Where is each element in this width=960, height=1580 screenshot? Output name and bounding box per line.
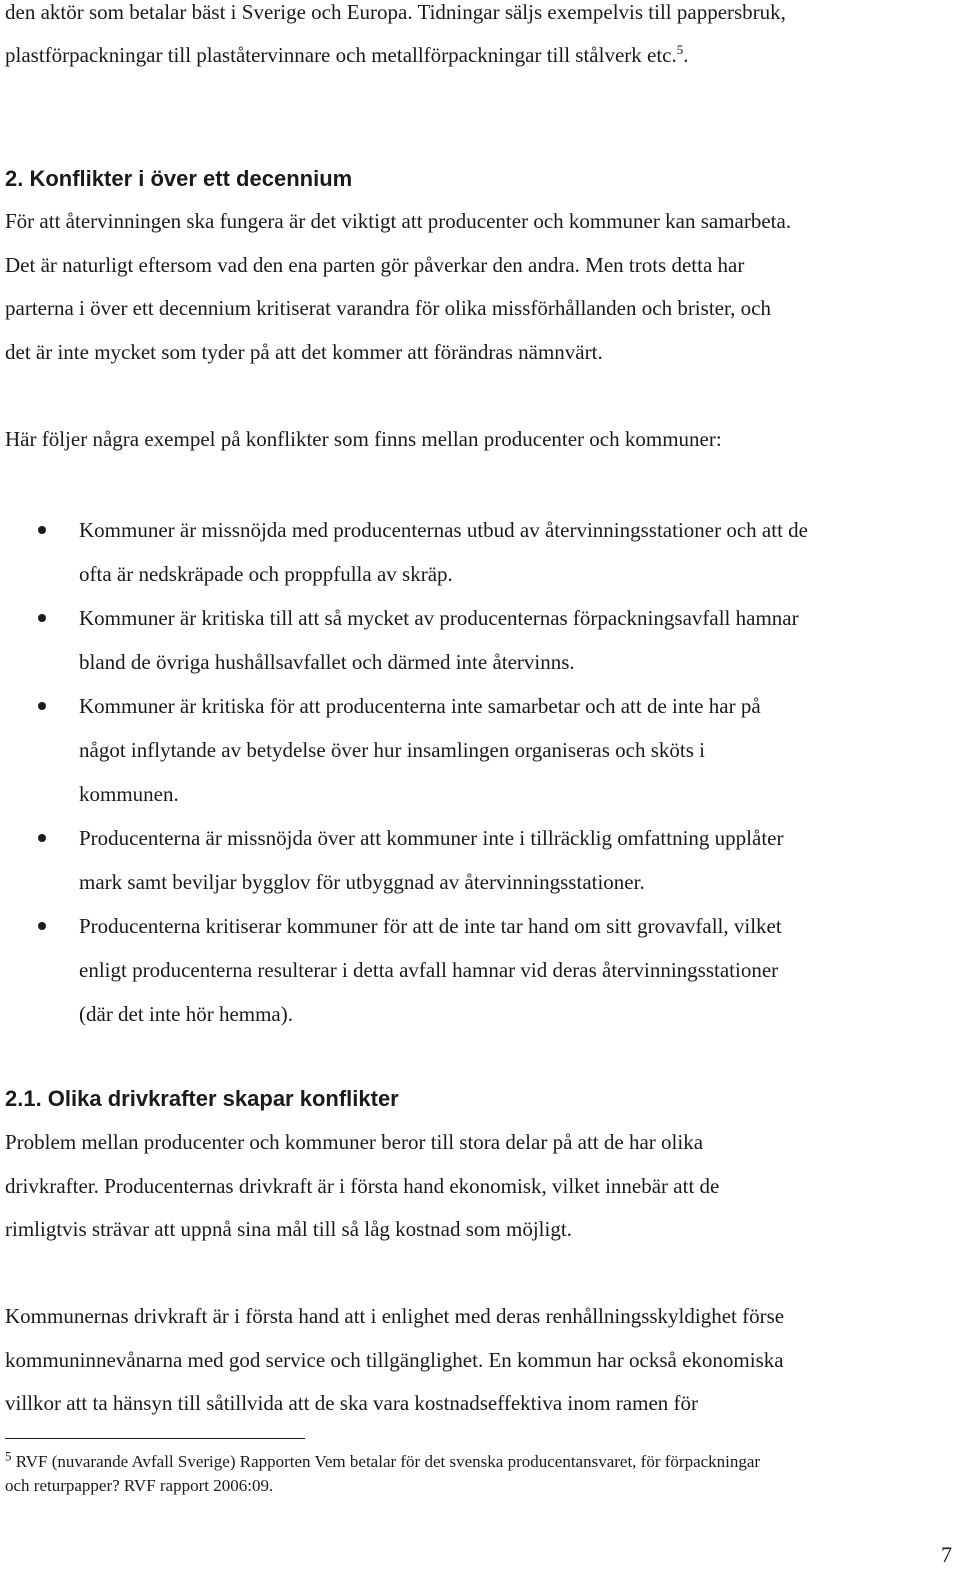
list-item bbox=[0, 508, 960, 596]
footnote-line-1 bbox=[5, 1450, 950, 1474]
list-item-line: (där det inte hör hemma). bbox=[79, 1002, 293, 1026]
list-item bbox=[0, 904, 960, 1036]
intro-line-2-text: plastförpackningar till plaståtervinnare och metallförpackningar till stålverk etc. bbox=[5, 43, 677, 67]
intro-line-1: den aktör som betalar bäst i Sverige och Europa. Tidningar säljs exempelvis till pappersbruk, bbox=[5, 0, 786, 24]
paragraph-line: Kommunernas drivkraft är i första hand att i enlighet med deras renhållningsskyldighet förse bbox=[5, 1304, 785, 1328]
footnote bbox=[5, 1450, 950, 1498]
paragraph-line: det är inte mycket som tyder på att det kommer att förändras nämnvärt. bbox=[5, 339, 603, 364]
list-item-line: Kommuner är kritiska till att så mycket av producenternas förpackningsavfall hamnar bbox=[79, 606, 799, 630]
list-item-line: Producenterna kritiserar kommuner för att de inte tar hand om sitt grovavfall, vilket bbox=[79, 914, 782, 938]
section-heading-2-1: 2.1. Olika drivkrafter skapar konflikter bbox=[5, 1086, 399, 1111]
list-item-line: Producenterna är missnöjda över att kommuner inte i tillräcklig omfattning upplåter bbox=[79, 826, 784, 850]
footnote-text: RVF (nuvarande Avfall Sverige) Rapporten Vem betalar för det svenska producentansvaret, för förpackningar bbox=[11, 1452, 761, 1471]
paragraph-line: Problem mellan producenter och kommuner beror till stora delar på att de har olika bbox=[5, 1130, 704, 1154]
section-2-paragraph-1 bbox=[5, 200, 950, 374]
paragraph-line: rimligtvis strävar att uppnå sina mål till så låg kostnad som möjligt. bbox=[5, 1217, 572, 1241]
list-item bbox=[0, 816, 960, 904]
paragraph-line: drivkrafter. Producenternas drivkraft är i första hand ekonomisk, vilket innebär att de bbox=[5, 1173, 720, 1198]
paragraph-line: Det är naturligt eftersom vad den ena parten gör påverkar den andra. Men trots detta har bbox=[5, 252, 745, 277]
list-item-line: Kommuner är missnöjda med producenternas utbud av återvinningsstationer och att de bbox=[79, 518, 808, 542]
paragraph-line: kommuninnevånarna med god service och tillgänglighet. En kommun har också ekonomiska bbox=[5, 1347, 784, 1372]
bullet-icon bbox=[38, 702, 46, 710]
intro-line-2-end: . bbox=[683, 43, 689, 67]
paragraph-line: parterna i över ett decennium kritiserat varandra för olika missförhållanden och brister, och bbox=[5, 296, 771, 320]
bullet-icon bbox=[38, 526, 46, 534]
intro-line-2 bbox=[5, 43, 689, 68]
footnote-line-2: och returpapper? RVF rapport 2006:09. bbox=[5, 1476, 274, 1495]
conflict-list bbox=[0, 508, 960, 1036]
list-item-line: kommunen. bbox=[79, 782, 179, 806]
bullet-icon bbox=[38, 922, 46, 930]
list-item-line: något inflytande av betydelse över hur insamlingen organiseras och sköts i bbox=[79, 738, 705, 762]
list-item-line: ofta är nedskräpade och proppfulla av skräp. bbox=[79, 562, 453, 586]
list-item-line: Kommuner är kritiska för att producenterna inte samarbetar och att de inte har på bbox=[79, 694, 761, 718]
list-item-line: bland de övriga hushållsavfallet och därmed inte återvinns. bbox=[79, 650, 575, 674]
footnote-reference[interactable]: 5 bbox=[676, 42, 684, 57]
paragraph-line: Här följer några exempel på konflikter som finns mellan producenter och kommuner: bbox=[5, 427, 722, 451]
paragraph-line: För att återvinningen ska fungera är det viktigt att producenter och kommuner kan samarbeta. bbox=[5, 209, 792, 233]
bullet-icon bbox=[38, 614, 46, 622]
list-item-line: enligt producenterna resulterar i detta avfall hamnar vid deras återvinningsstationer bbox=[79, 958, 779, 982]
section-heading-2: 2. Konflikter i över ett decennium bbox=[5, 166, 353, 191]
section-2-1-paragraph-2 bbox=[5, 1295, 950, 1426]
section-2-paragraph-2 bbox=[5, 418, 950, 462]
page-number: 7 bbox=[941, 1542, 952, 1567]
footnote-separator bbox=[5, 1438, 305, 1439]
list-item bbox=[0, 596, 960, 684]
section-2-1-paragraph-1 bbox=[5, 1121, 950, 1252]
footnote-number: 5 bbox=[5, 1448, 12, 1464]
bullet-icon bbox=[38, 834, 46, 842]
list-item bbox=[0, 684, 960, 816]
list-item-line: mark samt beviljar bygglov för utbyggnad av återvinningsstationer. bbox=[79, 870, 645, 894]
paragraph-line: villkor att ta hänsyn till såtillvida att de ska vara kostnadseffektiva inom ramen för bbox=[5, 1391, 699, 1415]
